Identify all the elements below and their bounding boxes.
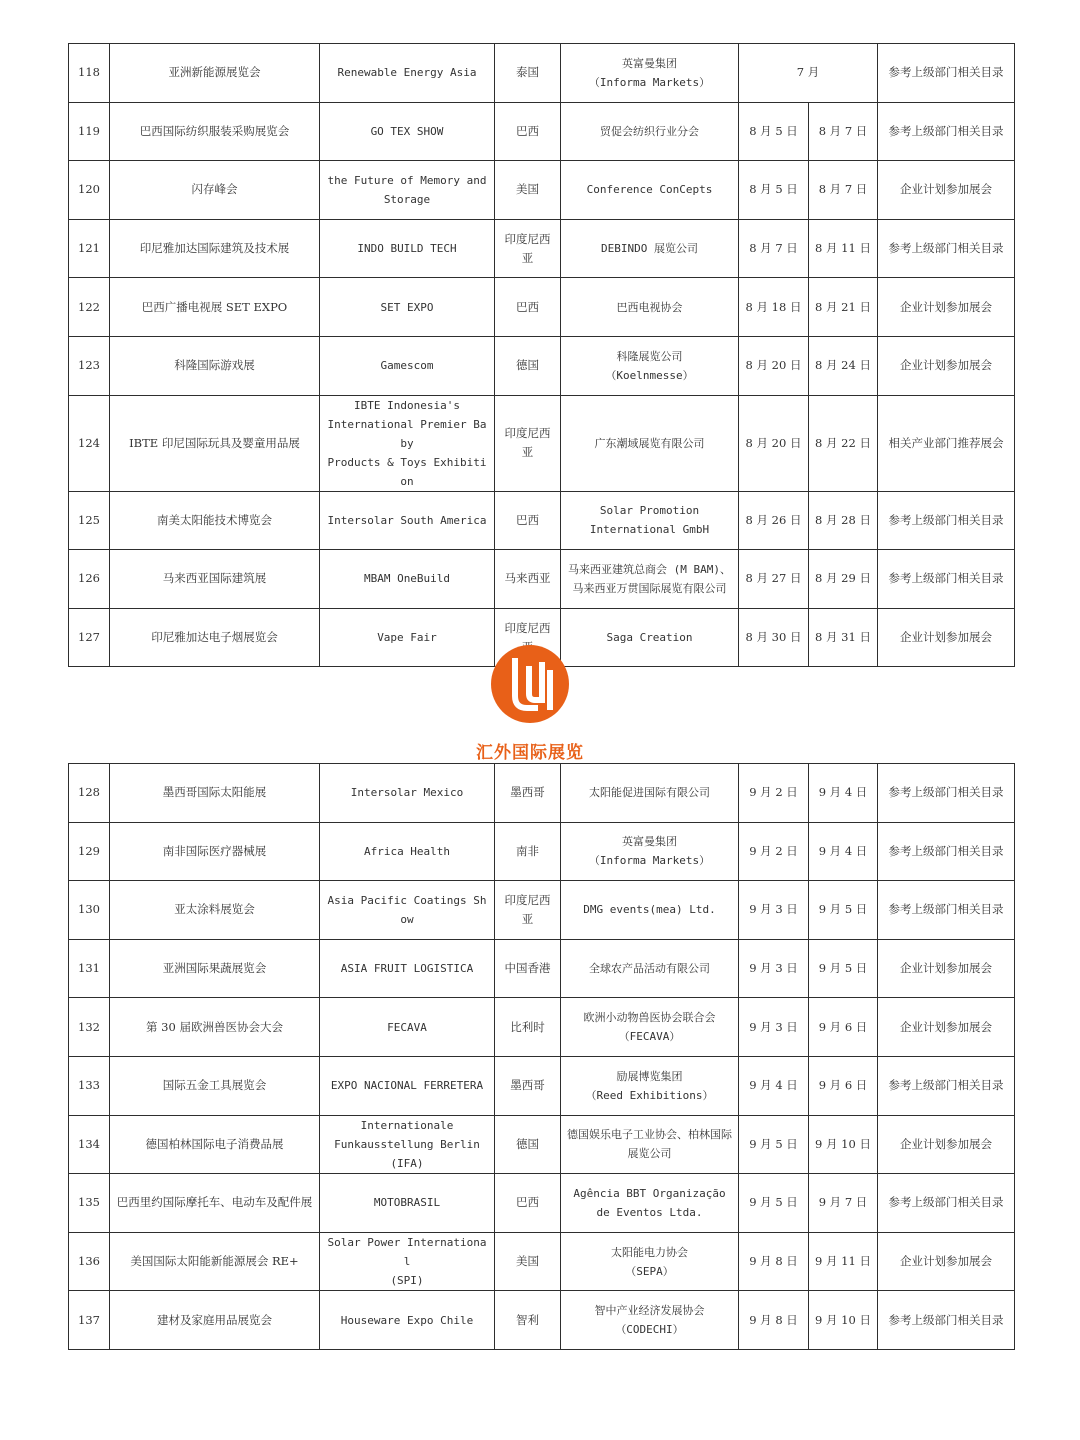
country: 美国 xyxy=(495,1232,561,1291)
end-date: 9 月 5 日 xyxy=(809,881,878,940)
note: 企业计划参加展会 xyxy=(878,998,1015,1057)
organizer: 巴西电视协会 xyxy=(561,278,739,337)
country: 中国香港 xyxy=(495,939,561,998)
organizer: 欧洲小动物兽医协会联合会 （FECAVA） xyxy=(561,998,739,1057)
table-row xyxy=(69,491,1015,550)
note: 参考上级部门相关目录 xyxy=(878,822,1015,881)
expo-name-en: GO TEX SHOW xyxy=(320,102,495,161)
end-date: 9 月 10 日 xyxy=(809,1291,878,1350)
expo-name-cn: IBTE 印尼国际玩具及婴童用品展 xyxy=(110,395,320,491)
end-date: 9 月 11 日 xyxy=(809,1232,878,1291)
country: 德国 xyxy=(495,1115,561,1174)
table-row xyxy=(69,1115,1015,1174)
start-date: 9 月 2 日 xyxy=(739,764,809,823)
row-number: 126 xyxy=(69,550,110,609)
country: 巴西 xyxy=(495,1174,561,1233)
expo-name-cn: 亚洲新能源展览会 xyxy=(110,44,320,103)
expo-name-cn: 马来西亚国际建筑展 xyxy=(110,550,320,609)
expo-name-en: Asia Pacific Coatings Show xyxy=(320,881,495,940)
note: 企业计划参加展会 xyxy=(878,1115,1015,1174)
country: 巴西 xyxy=(495,278,561,337)
table-row xyxy=(69,395,1015,491)
note: 参考上级部门相关目录 xyxy=(878,1174,1015,1233)
expo-name-en: IBTE Indonesia's International Premier Baby Products & Toys Exhibition xyxy=(320,395,495,491)
end-date: 8 月 21 日 xyxy=(809,278,878,337)
start-date: 9 月 4 日 xyxy=(739,1056,809,1115)
table-row xyxy=(69,102,1015,161)
note: 参考上级部门相关目录 xyxy=(878,491,1015,550)
logo-text: 汇外国际展览 xyxy=(476,743,584,763)
organizer: Agência BBT Organização de Eventos Ltda. xyxy=(561,1174,739,1233)
country: 马来西亚 xyxy=(495,550,561,609)
country: 印度尼西亚 xyxy=(495,219,561,278)
end-date: 9 月 4 日 xyxy=(809,822,878,881)
organizer: Conference ConCepts xyxy=(561,161,739,220)
expo-name-en: Intersolar South America xyxy=(320,491,495,550)
expo-name-en: INDO BUILD TECH xyxy=(320,219,495,278)
expo-name-en: Africa Health xyxy=(320,822,495,881)
organizer: 全球农产品活动有限公司 xyxy=(561,939,739,998)
end-date: 8 月 29 日 xyxy=(809,550,878,609)
expo-name-cn: 闪存峰会 xyxy=(110,161,320,220)
expo-name-cn: 亚太涂料展览会 xyxy=(110,881,320,940)
end-date: 8 月 11 日 xyxy=(809,219,878,278)
end-date: 8 月 7 日 xyxy=(809,102,878,161)
row-number: 128 xyxy=(69,764,110,823)
note: 参考上级部门相关目录 xyxy=(878,1056,1015,1115)
start-date: 8 月 20 日 xyxy=(739,336,809,395)
start-date: 9 月 3 日 xyxy=(739,881,809,940)
row-number: 131 xyxy=(69,939,110,998)
end-date: 9 月 6 日 xyxy=(809,998,878,1057)
row-number: 118 xyxy=(69,44,110,103)
expo-name-cn: 国际五金工具展览会 xyxy=(110,1056,320,1115)
expo-name-cn: 美国国际太阳能新能源展会 RE+ xyxy=(110,1232,320,1291)
expo-name-cn: 南美太阳能技术博览会 xyxy=(110,491,320,550)
end-date: 9 月 7 日 xyxy=(809,1174,878,1233)
start-date: 8 月 27 日 xyxy=(739,550,809,609)
country: 德国 xyxy=(495,336,561,395)
expo-name-cn: 巴西广播电视展 SET EXPO xyxy=(110,278,320,337)
expo-name-en: Renewable Energy Asia xyxy=(320,44,495,103)
organizer: 智中产业经济发展协会 （CODECHI） xyxy=(561,1291,739,1350)
start-date: 8 月 7 日 xyxy=(739,219,809,278)
table-row xyxy=(69,764,1015,823)
start-date: 9 月 3 日 xyxy=(739,939,809,998)
row-number: 122 xyxy=(69,278,110,337)
organizer: Solar Promotion International GmbH xyxy=(561,491,739,550)
expo-name-cn: 南非国际医疗器械展 xyxy=(110,822,320,881)
organizer: 励展博览集团 （Reed Exhibitions） xyxy=(561,1056,739,1115)
note: 企业计划参加展会 xyxy=(878,939,1015,998)
expo-name-en: Solar Power International (SPI) xyxy=(320,1232,495,1291)
organizer: Saga Creation xyxy=(561,608,739,667)
row-number: 120 xyxy=(69,161,110,220)
country: 墨西哥 xyxy=(495,1056,561,1115)
expo-name-cn: 印尼雅加达电子烟展览会 xyxy=(110,608,320,667)
note: 参考上级部门相关目录 xyxy=(878,881,1015,940)
note: 企业计划参加展会 xyxy=(878,336,1015,395)
expo-name-en: Houseware Expo Chile xyxy=(320,1291,495,1350)
country: 比利时 xyxy=(495,998,561,1057)
organizer: 太阳能电力协会 （SEPA） xyxy=(561,1232,739,1291)
start-date: 8 月 5 日 xyxy=(739,102,809,161)
start-date: 9 月 8 日 xyxy=(739,1291,809,1350)
table-row xyxy=(69,278,1015,337)
end-date: 8 月 22 日 xyxy=(809,395,878,491)
table-row xyxy=(69,1232,1015,1291)
expo-name-en: EXPO NACIONAL FERRETERA xyxy=(320,1056,495,1115)
note: 参考上级部门相关目录 xyxy=(878,550,1015,609)
organizer: 广东潮域展览有限公司 xyxy=(561,395,739,491)
start-date: 8 月 26 日 xyxy=(739,491,809,550)
country: 巴西 xyxy=(495,491,561,550)
row-number: 130 xyxy=(69,881,110,940)
row-number: 136 xyxy=(69,1232,110,1291)
note: 参考上级部门相关目录 xyxy=(878,219,1015,278)
row-number: 119 xyxy=(69,102,110,161)
row-number: 133 xyxy=(69,1056,110,1115)
hw-logo-icon xyxy=(490,644,570,724)
note: 企业计划参加展会 xyxy=(878,1232,1015,1291)
expo-name-cn: 亚洲国际果蔬展览会 xyxy=(110,939,320,998)
table-row xyxy=(69,881,1015,940)
note: 参考上级部门相关目录 xyxy=(878,1291,1015,1350)
end-date: 9 月 10 日 xyxy=(809,1115,878,1174)
expo-name-en: ASIA FRUIT LOGISTICA xyxy=(320,939,495,998)
start-date: 9 月 8 日 xyxy=(739,1232,809,1291)
exhibition-table-bottom xyxy=(68,763,1015,1350)
expo-name-en: Vape Fair xyxy=(320,608,495,667)
note: 参考上级部门相关目录 xyxy=(878,44,1015,103)
row-number: 137 xyxy=(69,1291,110,1350)
row-number: 135 xyxy=(69,1174,110,1233)
expo-name-cn: 科隆国际游戏展 xyxy=(110,336,320,395)
country: 印度尼西 xyxy=(495,608,561,667)
expo-name-en: Gamescom xyxy=(320,336,495,395)
organizer: 科隆展览公司 （Koelnmesse） xyxy=(561,336,739,395)
note: 企业计划参加展会 xyxy=(878,608,1015,667)
start-date: 8 月 18 日 xyxy=(739,278,809,337)
note: 企业计划参加展会 xyxy=(878,161,1015,220)
table-row xyxy=(69,336,1015,395)
expo-name-cn: 印尼雅加达国际建筑及技术展 xyxy=(110,219,320,278)
country: 泰国 xyxy=(495,44,561,103)
organizer: 马来西亚建筑总商会 (M BAM)、马来西亚万贯国际展览有限公司 xyxy=(561,550,739,609)
end-date: 8 月 7 日 xyxy=(809,161,878,220)
row-number: 125 xyxy=(69,491,110,550)
expo-name-en: FECAVA xyxy=(320,998,495,1057)
country: 墨西哥 xyxy=(495,764,561,823)
table-row xyxy=(69,44,1015,103)
exhibition-table-top xyxy=(68,43,1015,667)
table-row xyxy=(69,219,1015,278)
start-date: 8 月 20 日 xyxy=(739,395,809,491)
expo-name-cn: 第 30 届欧洲兽医协会大会 xyxy=(110,998,320,1057)
expo-name-en: Internationale Funkausstellung Berlin (IFA) xyxy=(320,1115,495,1174)
start-date: 8 月 5 日 xyxy=(739,161,809,220)
end-date: 8 月 28 日 xyxy=(809,491,878,550)
organizer: 太阳能促进国际有限公司 xyxy=(561,764,739,823)
row-number: 124 xyxy=(69,395,110,491)
organizer: 贸促会纺织行业分会 xyxy=(561,102,739,161)
country: 美国 xyxy=(495,161,561,220)
organizer: 德国娱乐电子工业协会、柏林国际展览公司 xyxy=(561,1115,739,1174)
row-number: 132 xyxy=(69,998,110,1057)
table-row xyxy=(69,550,1015,609)
start-date: 8 月 30 日 xyxy=(739,608,809,667)
expo-name-en: Intersolar Mexico xyxy=(320,764,495,823)
note: 相关产业部门推荐展会 xyxy=(878,395,1015,491)
country: 印度尼西亚 xyxy=(495,395,561,491)
organizer: 英富曼集团 （Informa Markets） xyxy=(561,822,739,881)
table-row xyxy=(69,822,1015,881)
country: 巴西 xyxy=(495,102,561,161)
table-row xyxy=(69,939,1015,998)
month: 7 月 xyxy=(739,44,878,103)
expo-name-cn: 巴西国际纺织服装采购展览会 xyxy=(110,102,320,161)
expo-name-en: the Future of Memory and Storage xyxy=(320,161,495,220)
note: 参考上级部门相关目录 xyxy=(878,764,1015,823)
end-date: 9 月 6 日 xyxy=(809,1056,878,1115)
note: 企业计划参加展会 xyxy=(878,278,1015,337)
table-row xyxy=(69,998,1015,1057)
table-row xyxy=(69,1056,1015,1115)
note: 参考上级部门相关目录 xyxy=(878,102,1015,161)
table-row xyxy=(69,161,1015,220)
start-date: 9 月 5 日 xyxy=(739,1174,809,1233)
table-row xyxy=(69,1174,1015,1233)
expo-name-cn: 巴西里约国际摩托车、电动车及配件展 xyxy=(110,1174,320,1233)
end-date: 8 月 24 日 xyxy=(809,336,878,395)
country: 南非 xyxy=(495,822,561,881)
expo-name-cn: 德国柏林国际电子消费品展 xyxy=(110,1115,320,1174)
country: 智利 xyxy=(495,1291,561,1350)
organizer: DEBINDO 展览公司 xyxy=(561,219,739,278)
end-date: 9 月 4 日 xyxy=(809,764,878,823)
expo-name-cn: 墨西哥国际太阳能展 xyxy=(110,764,320,823)
company-logo xyxy=(470,644,610,762)
expo-name-en: MBAM OneBuild xyxy=(320,550,495,609)
end-date: 9 月 5 日 xyxy=(809,939,878,998)
start-date: 9 月 3 日 xyxy=(739,998,809,1057)
row-number: 129 xyxy=(69,822,110,881)
expo-name-cn: 建材及家庭用品展览会 xyxy=(110,1291,320,1350)
expo-name-en: SET EXPO xyxy=(320,278,495,337)
country: 印度尼西亚 xyxy=(495,881,561,940)
row-number: 127 xyxy=(69,608,110,667)
row-number: 134 xyxy=(69,1115,110,1174)
start-date: 9 月 5 日 xyxy=(739,1115,809,1174)
table-row xyxy=(69,1291,1015,1350)
row-number: 121 xyxy=(69,219,110,278)
end-date: 8 月 31 日 xyxy=(809,608,878,667)
expo-name-en: MOTOBRASIL xyxy=(320,1174,495,1233)
row-number: 123 xyxy=(69,336,110,395)
organizer: DMG events(mea) Ltd. xyxy=(561,881,739,940)
organizer: 英富曼集团 （Informa Markets） xyxy=(561,44,739,103)
start-date: 9 月 2 日 xyxy=(739,822,809,881)
